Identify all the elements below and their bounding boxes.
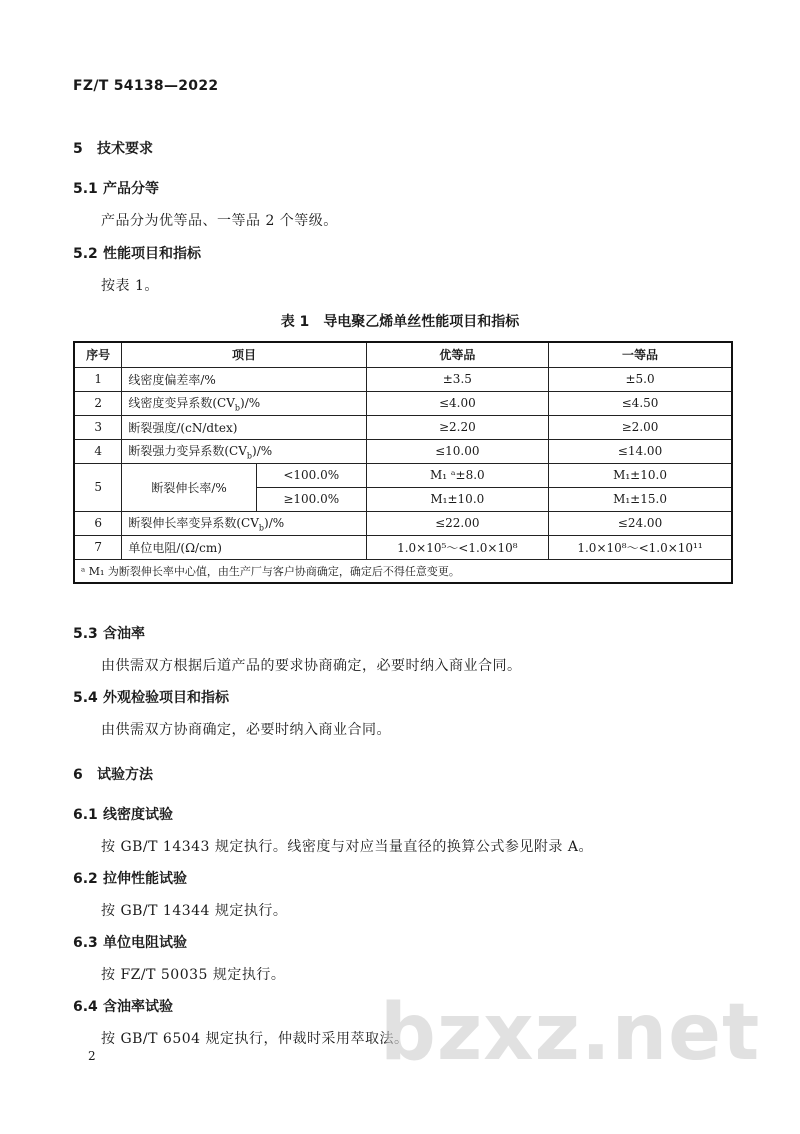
table-row [74,439,732,463]
performance-table [73,341,733,584]
row-superior: 1.0×10⁵～<1.0×10⁸ [366,535,548,559]
row-first: ≤24.00 [549,511,732,535]
row-superior: ≤22.00 [366,511,548,535]
row-superior: ≤4.00 [366,391,548,415]
section-5-3-heading: 5.3 含油率 [73,626,145,642]
section-6-1-heading: 6.1 线密度试验 [73,807,173,823]
section-6-2-heading: 6.2 拉伸性能试验 [73,871,187,887]
section-5-4-body: 由供需双方协商确定，必要时纳入商业合同。 [101,722,391,738]
table-row [74,463,732,487]
row-superior: M₁±10.0 [366,487,548,511]
section-5-heading: 5 技术要求 [73,141,153,157]
row-no: 4 [74,439,122,463]
watermark: bzxz.net [380,988,761,1078]
section-6-4-heading: 6.4 含油率试验 [73,999,173,1015]
header-first: 一等品 [549,342,732,367]
section-6-3-body: 按 FZ/T 50035 规定执行。 [101,967,286,983]
table-row [74,511,732,535]
row-superior: ≥2.20 [366,415,548,439]
row-condition: <100.0% [256,463,366,487]
header-superior: 优等品 [366,342,548,367]
header-no: 序号 [74,342,122,367]
row-first: ≤4.50 [549,391,732,415]
row-first: ≤14.00 [549,439,732,463]
row-item: 断裂强度/(cN/dtex) [122,415,366,439]
row-first: ≥2.00 [549,415,732,439]
row-first: M₁±10.0 [549,463,732,487]
section-6-heading: 6 试验方法 [73,767,153,783]
section-5-4-heading: 5.4 外观检验项目和指标 [73,690,229,706]
section-5-2-heading: 5.2 性能项目和指标 [73,246,201,262]
row-superior: M₁ ᵃ±8.0 [366,463,548,487]
row-item: 单位电阻/(Ω/cm) [122,535,366,559]
section-5-3-body: 由供需双方根据后道产品的要求协商确定，必要时纳入商业合同。 [101,658,522,674]
table-row [74,367,732,391]
row-no: 3 [74,415,122,439]
row-item: 断裂伸长率变异系数$(CV_b)/\%$ [122,511,366,535]
row-first: 1.0×10⁸～<1.0×10¹¹ [549,535,732,559]
document-code: FZ/T 54138—2022 [73,78,219,94]
table-row [74,415,732,439]
row-no: 2 [74,391,122,415]
table-footnote-row [74,559,732,583]
row-no: 1 [74,367,122,391]
row-first: M₁±15.0 [549,487,732,511]
row-condition: ≥100.0% [256,487,366,511]
row-superior: ±3.5 [366,367,548,391]
row-no: 7 [74,535,122,559]
section-5-1-heading: 5.1 产品分等 [73,181,159,197]
section-5-1-body: 产品分为优等品、一等品 2 个等级。 [101,213,338,229]
table-header-row [74,342,732,367]
table-row [74,391,732,415]
row-item: 断裂强力变异系数$(CV_b)/\%$ [122,439,366,463]
section-6-2-body: 按 GB/T 14344 规定执行。 [101,903,288,919]
row-item: 线密度偏差率/% [122,367,366,391]
row-no: 6 [74,511,122,535]
row-superior: ≤10.00 [366,439,548,463]
table-caption: 表 1 导电聚乙烯单丝性能项目和指标 [280,314,520,330]
section-6-1-body: 按 GB/T 14343 规定执行。线密度与对应当量直径的换算公式参见附录 A。 [101,839,593,855]
section-6-4-body: 按 GB/T 6504 规定执行，仲裁时采用萃取法。 [101,1031,409,1047]
row-item: 断裂伸长率/% [122,463,256,511]
table-row [74,535,732,559]
table-footnote: ᵃ M₁ 为断裂伸长率中心值，由生产厂与客户协商确定，确定后不得任意变更。 [74,559,732,583]
section-6-3-heading: 6.3 单位电阻试验 [73,935,187,951]
row-no: 5 [74,463,122,511]
row-first: ±5.0 [549,367,732,391]
page-number: 2 [88,1049,96,1063]
header-item: 项目 [122,342,366,367]
section-5-2-body: 按表 1。 [101,278,159,294]
row-item: 线密度变异系数$(CV_b)/\%$ [122,391,366,415]
